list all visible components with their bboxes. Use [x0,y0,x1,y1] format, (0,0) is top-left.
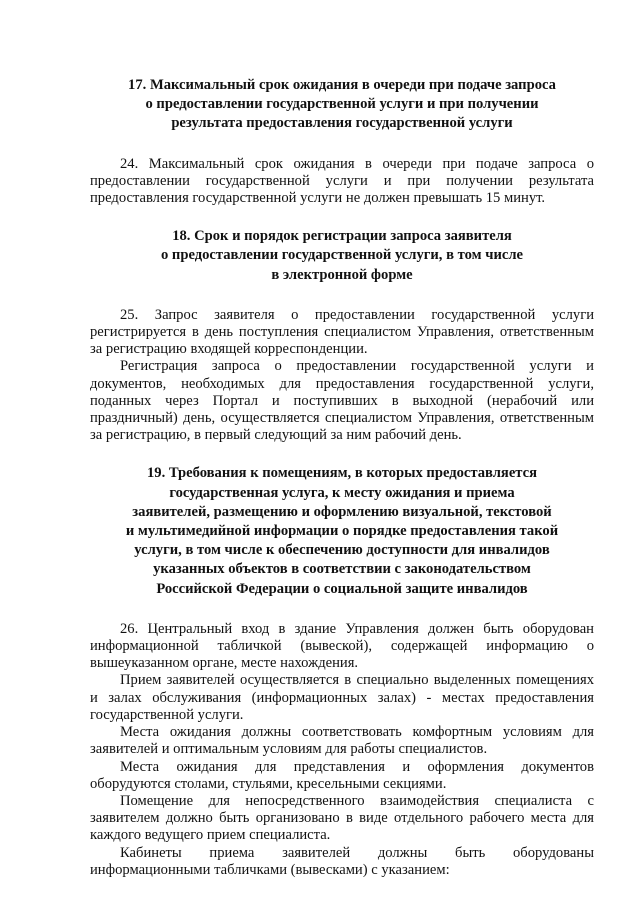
section-heading-17 [90,76,594,134]
paragraph-25: 25. Запрос заявителя о предоставлении государственной услуги регистрируется в день поступления специалистом Управления, ответственным за регистрацию входящей корреспонденции. [90,306,594,358]
paragraph-26: 26. Центральный вход в здание Управления должен быть оборудован информационной табличкой (вывеской), содержащей информацию о вышеуказанном органе, месте нахождения. [90,620,594,672]
section-heading-19 [90,464,594,598]
heading-line: заявителей, размещению и оформлению визуальной, текстовой [132,503,552,520]
paragraph-cabinets: Кабинеты приема заявителей должны быть оборудованы информационными табличками (вывесками) с указанием: [90,844,594,878]
heading-line: и мультимедийной информации о порядке предоставления такой [125,523,559,540]
document-body [90,76,594,879]
heading-line: о предоставлении государственной услуги, в том числе [160,247,523,264]
paragraph-reception: Прием заявителей осуществляется в специально выделенных помещениях и залах обслуживания (информационных залах) - местах предоставления государственной услуги. [90,672,594,723]
paragraph-registration: Регистрация запроса о предоставлении государственной услуги и документов, необходимых для предоставления государственной услуги, поданных через Портал и поступивших в выходной (нерабочий или праздничный) день, осуществляется специалистом Управления, ответственным за регистрацию, в первый следующий за ним рабочий день. [90,358,594,444]
paragraph-workplace: Помещение для непосредственного взаимодействия специалиста с заявителем должно быть организовано в виде отдельного рабочего места для каждого ведущего прием специалиста. [90,792,594,844]
heading-line: Российской Федерации о социальной защите инвалидов [156,580,528,597]
heading-line: в электронной форме [271,266,413,283]
heading-line: 19. Требования к помещениям, в которых предоставляется [146,465,538,482]
paragraph-24: 24. Максимальный срок ожидания в очереди при подаче запроса о предоставлении государственной услуги и при получении результата предоставления государственной услуги не должен превышать 15 минут. [90,155,594,207]
paragraph-waiting-comfort: Места ожидания должны соответствовать комфортным условиям для заявителей и оптимальным условиям для работы специалистов. [90,724,594,758]
heading-line: указанных объектов в соответствии с законодательством [153,561,531,578]
paragraph-waiting-furniture: Места ожидания для представления и оформления документов оборудуются столами, стульями, кресельными секциями. [90,758,594,792]
heading-line: услуги, в том числе к обеспечению доступности для инвалидов [134,542,550,559]
heading-line: государственная услуга, к месту ожидания и приема [169,484,515,501]
heading-line: 18. Срок и порядок регистрации запроса заявителя [172,228,512,245]
heading-line: результата предоставления государственной услуги [171,115,513,132]
section-heading-18 [90,227,594,285]
heading-line: о предоставлении государственной услуги и при получении [145,96,539,113]
heading-line: 17. Максимальный срок ожидания в очереди при подаче запроса [128,77,556,93]
